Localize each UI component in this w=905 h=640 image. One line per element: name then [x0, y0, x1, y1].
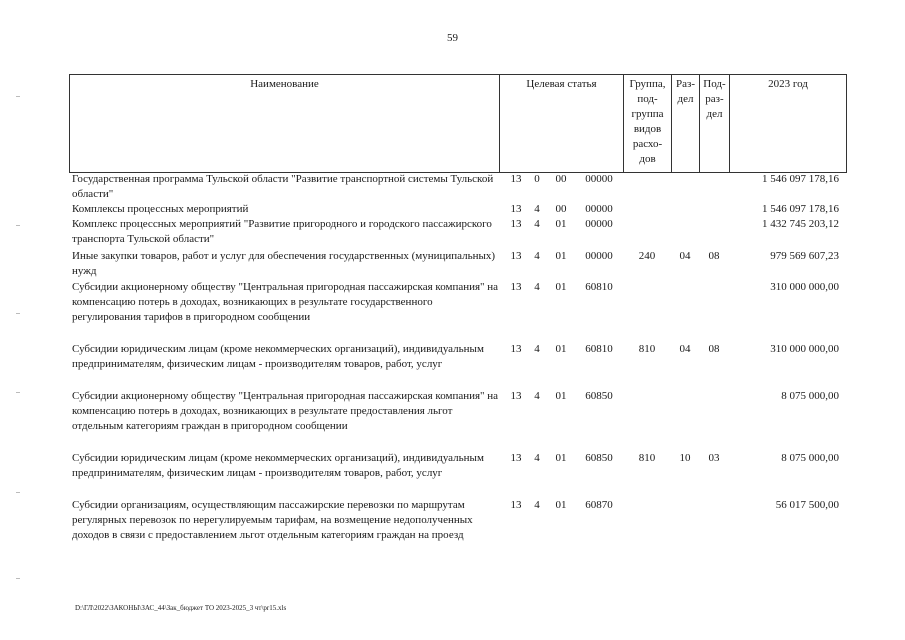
row-name: Субсидии акционерному обществу "Центральная пригородная пассажирская компания" на компенсацию потерь в доходах, возникающих в результате государственного регулирования тарифов в пригородном сообщении [72, 281, 499, 323]
header-group-line: дов [639, 153, 656, 165]
row-code-1: 13 [510, 218, 522, 230]
margin-mark [16, 96, 20, 97]
margin-mark [16, 313, 20, 314]
header-subsection [699, 75, 729, 172]
row-code-3: 01 [555, 499, 567, 511]
row-name: Комплекс процессных мероприятий "Развитие пригородного и городского пассажирского транспорта Тульской области" [72, 218, 492, 245]
row-code-1: 13 [510, 343, 522, 355]
row-code-1: 13 [510, 203, 522, 215]
row-code-1: 13 [510, 173, 522, 185]
row-name: Субсидии акционерному обществу "Центральная пригородная пассажирская компания" на компенсацию потерь в доходах, возникающих в результате предоставления льгот отдельным категориям граждан в пригородном сообщении [72, 390, 499, 432]
row-code-2: 0 [534, 173, 540, 185]
row-amount: 56 017 500,00 [775, 499, 839, 511]
row-group: 810 [638, 452, 656, 464]
row-code-3: 00 [555, 203, 567, 215]
row-section: 10 [679, 452, 691, 464]
margin-mark [16, 492, 20, 493]
header-subsection-line: Под- [703, 78, 726, 90]
header-group-line: под- [637, 93, 658, 105]
row-code-3: 01 [555, 250, 567, 262]
row-amount: 8 075 000,00 [781, 452, 839, 464]
file-path-footer: D:\ГЛ\2022\ЗАКОНЫ\ЗАС_44\Зак_бюджет ТО 2023-2025_3 чт\pr15.xls [75, 604, 287, 612]
row-code-4: 00000 [585, 203, 613, 215]
row-code-1: 13 [510, 250, 522, 262]
row-code-2: 4 [534, 499, 540, 511]
row-code-3: 01 [555, 390, 567, 402]
header-group-line: группа [631, 108, 664, 120]
row-code-1: 13 [510, 281, 522, 293]
row-subsection: 03 [708, 452, 720, 464]
row-amount: 1 432 745 203,12 [762, 218, 839, 230]
header-group-line: видов [633, 123, 662, 135]
row-code-2: 4 [534, 390, 540, 402]
header-group-line: Группа, [629, 78, 666, 90]
row-code-1: 13 [510, 390, 522, 402]
row-code-2: 4 [534, 250, 540, 262]
header-target-article: Целевая статья [499, 75, 623, 172]
row-amount: 310 000 000,00 [770, 343, 839, 355]
row-name: Субсидии организациям, осуществляющим пассажирские перевозки по маршрутам регулярных перевозок по нерегулируемым тарифам, на возмещение недополученных доходов в связи с предоставлением льгот отдельным категориям граждан на проезд [72, 499, 473, 541]
row-code-3: 01 [555, 281, 567, 293]
row-name: Иные закупки товаров, работ и услуг для обеспечения государственных (муниципальных) нужд [72, 250, 496, 277]
row-name: Субсидии юридическим лицам (кроме некоммерческих организаций), индивидуальным предпринимателям, физическим лицам - производителям товаров, работ, услуг [72, 452, 484, 479]
row-code-3: 01 [555, 452, 567, 464]
row-code-3: 01 [555, 343, 567, 355]
header-name: Наименование [69, 75, 499, 172]
header-subsection-line: раз- [705, 93, 724, 105]
row-code-4: 00000 [585, 218, 613, 230]
row-code-4: 60850 [585, 390, 613, 402]
table-header [69, 74, 847, 173]
row-name: Субсидии юридическим лицам (кроме некоммерческих организаций), индивидуальным предпринимателям, физическим лицам - производителям товаров, работ, услуг [72, 343, 484, 370]
header-section-line: дел [677, 93, 694, 105]
row-code-4: 60850 [585, 452, 613, 464]
row-code-2: 4 [534, 343, 540, 355]
row-section: 04 [679, 343, 691, 355]
page-number: 59 [447, 32, 458, 44]
row-code-2: 4 [534, 281, 540, 293]
row-amount: 310 000 000,00 [770, 281, 839, 293]
row-subsection: 08 [708, 343, 720, 355]
row-amount: 979 569 607,23 [770, 250, 839, 262]
row-code-4: 60870 [585, 499, 613, 511]
row-code-3: 00 [555, 173, 567, 185]
row-code-2: 4 [534, 218, 540, 230]
row-code-4: 00000 [585, 173, 613, 185]
row-code-3: 01 [555, 218, 567, 230]
header-group-line: расхо- [632, 138, 663, 150]
row-amount: 1 546 097 178,16 [762, 173, 839, 185]
header-expense-group [623, 75, 671, 172]
header-section [671, 75, 699, 172]
row-section: 04 [679, 250, 691, 262]
margin-mark [16, 392, 20, 393]
header-subsection-line: дел [706, 108, 723, 120]
row-code-1: 13 [510, 452, 522, 464]
row-name: Государственная программа Тульской области "Развитие транспортной системы Тульской области" [72, 173, 494, 200]
row-subsection: 08 [708, 250, 720, 262]
header-year-2023: 2023 год [729, 75, 847, 172]
header-section-line: Раз- [675, 78, 695, 90]
row-code-1: 13 [510, 499, 522, 511]
margin-mark [16, 578, 20, 579]
row-amount: 1 546 097 178,16 [762, 203, 839, 215]
row-code-4: 60810 [585, 281, 613, 293]
row-code-4: 60810 [585, 343, 613, 355]
row-group: 240 [638, 250, 656, 262]
row-code-2: 4 [534, 203, 540, 215]
margin-mark [16, 225, 20, 226]
row-code-4: 00000 [585, 250, 613, 262]
row-group: 810 [638, 343, 656, 355]
row-amount: 8 075 000,00 [781, 390, 839, 402]
row-name: Комплексы процессных мероприятий [72, 203, 249, 215]
row-code-2: 4 [534, 452, 540, 464]
